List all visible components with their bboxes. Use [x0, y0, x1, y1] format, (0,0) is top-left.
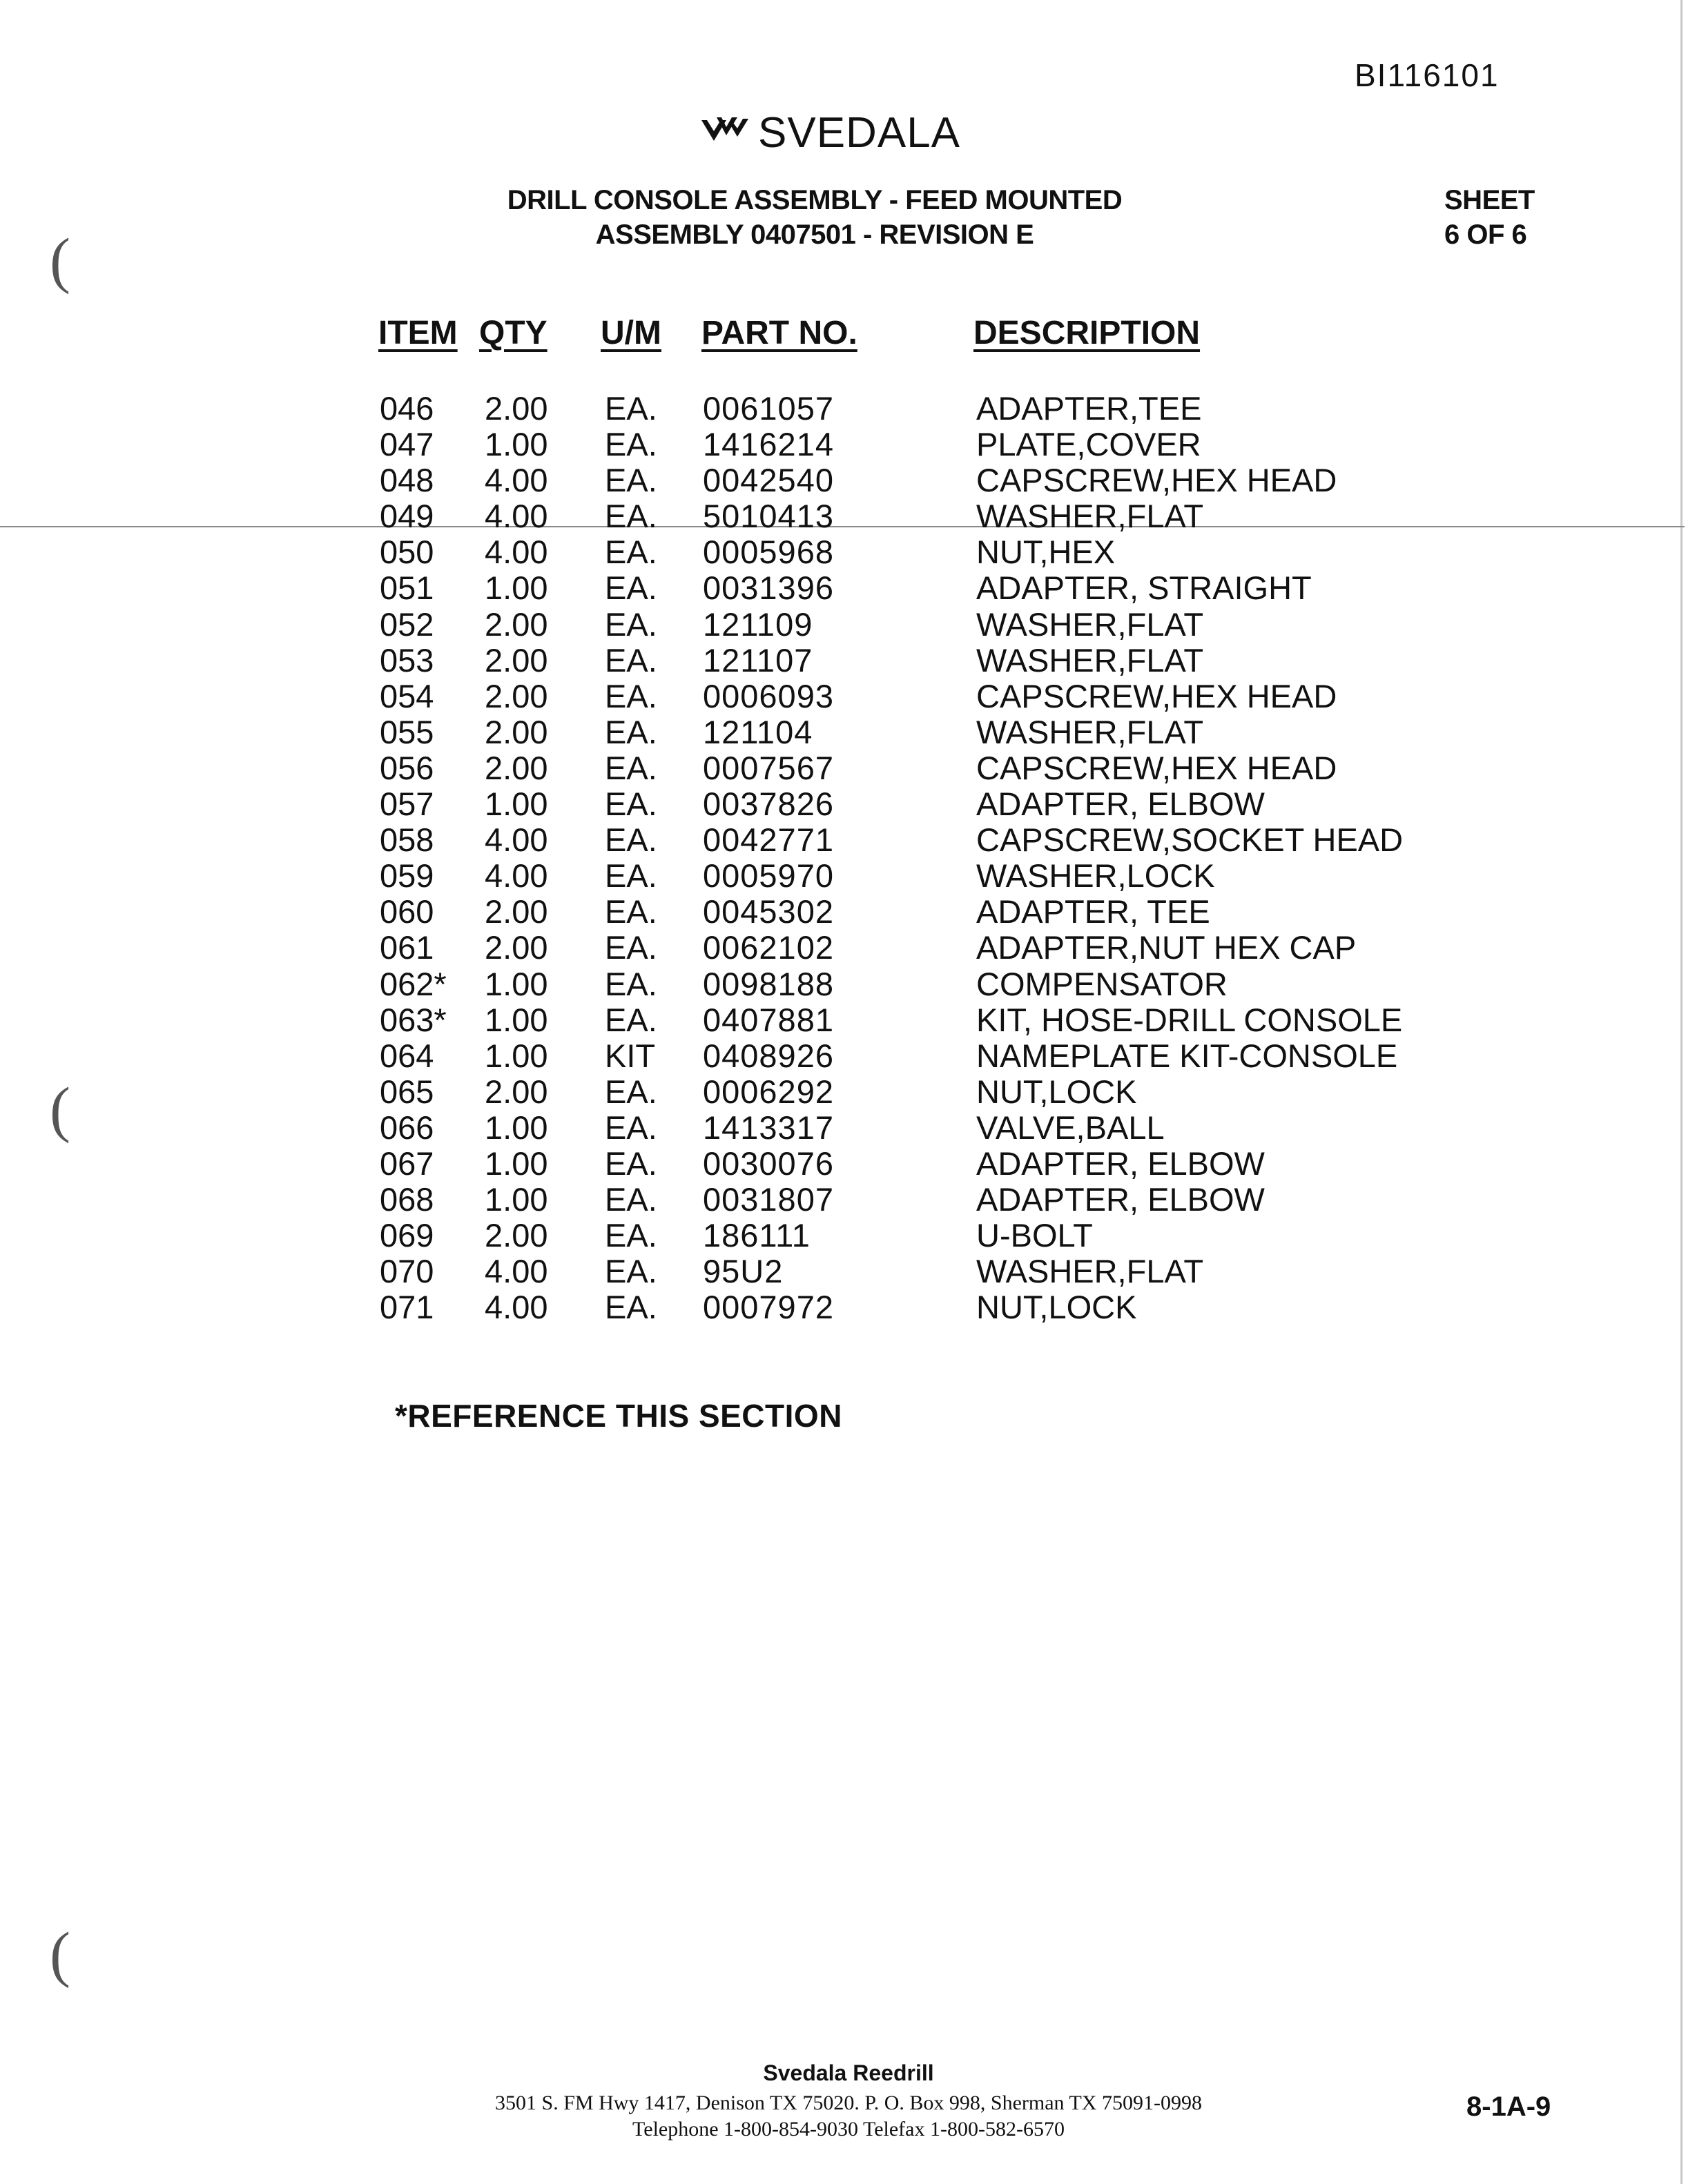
description-cell: ADAPTER, ELBOW: [976, 1144, 1265, 1182]
um-cell: EA.: [605, 462, 657, 499]
part-number-cell: 121104: [703, 713, 813, 750]
qty-cell: 2.00: [485, 893, 548, 930]
item-cell: 058: [380, 821, 434, 859]
part-number-cell: 0007567: [703, 749, 834, 786]
table-row: [0, 679, 1697, 714]
table-row: [0, 1289, 1697, 1325]
item-cell: 059: [380, 857, 434, 895]
description-cell: WASHER,FLAT: [976, 1253, 1204, 1290]
table-row: [0, 534, 1697, 570]
item-cell: 046: [380, 390, 434, 427]
um-cell: EA.: [605, 1073, 657, 1110]
item-cell: 048: [380, 462, 434, 499]
table-row: [0, 1038, 1697, 1074]
qty-cell: 4.00: [485, 462, 548, 499]
um-cell: EA.: [605, 390, 657, 427]
um-cell: EA.: [605, 1109, 657, 1146]
item-cell: 047: [380, 426, 434, 463]
part-number-cell: 186111: [703, 1217, 811, 1254]
qty-cell: 1.00: [485, 569, 548, 607]
qty-cell: 2.00: [485, 713, 548, 750]
um-cell: EA.: [605, 1181, 657, 1218]
header-item: ITEM: [378, 315, 458, 351]
description-cell: NUT,HEX: [976, 534, 1116, 571]
part-number-cell: 1416214: [703, 426, 834, 463]
um-cell: EA.: [605, 534, 657, 571]
item-cell: 054: [380, 677, 434, 714]
reference-note: *REFERENCE THIS SECTION: [395, 1398, 842, 1434]
qty-cell: 4.00: [485, 1253, 548, 1290]
item-cell: 065: [380, 1073, 434, 1110]
table-row: [0, 462, 1697, 498]
qty-cell: 2.00: [485, 749, 548, 786]
item-cell: 071: [380, 1289, 434, 1326]
qty-cell: 1.00: [485, 1181, 548, 1218]
table-row: [0, 822, 1697, 858]
table-row: [0, 1074, 1697, 1110]
qty-cell: 4.00: [485, 498, 548, 535]
item-cell: 068: [380, 1181, 434, 1218]
um-cell: EA.: [605, 929, 657, 966]
um-cell: EA.: [605, 713, 657, 750]
description-cell: VALVE,BALL: [976, 1109, 1165, 1146]
qty-cell: 4.00: [485, 534, 548, 571]
table-row: [0, 570, 1697, 606]
document-subtitle: ASSEMBLY 0407501 - REVISION E: [595, 220, 1034, 250]
table-row: [0, 714, 1697, 750]
description-cell: WASHER,FLAT: [976, 498, 1204, 535]
description-cell: CAPSCREW,HEX HEAD: [976, 677, 1337, 714]
table-row: [0, 1254, 1697, 1289]
table-row: [0, 1110, 1697, 1146]
qty-cell: 1.00: [485, 965, 548, 1002]
table-row: [0, 966, 1697, 1002]
item-cell: 061: [380, 929, 434, 966]
description-cell: WASHER,FLAT: [976, 605, 1204, 643]
description-cell: CAPSCREW,HEX HEAD: [976, 462, 1337, 499]
part-number-cell: 0005970: [703, 857, 834, 895]
um-cell: EA.: [605, 1253, 657, 1290]
description-cell: ADAPTER,TEE: [976, 390, 1202, 427]
qty-cell: 2.00: [485, 929, 548, 966]
logo-text: SVEDALA: [758, 108, 961, 157]
um-cell: EA.: [605, 857, 657, 895]
part-number-cell: 5010413: [703, 498, 834, 535]
table-row: [0, 930, 1697, 966]
qty-cell: 4.00: [485, 857, 548, 895]
table-row: [0, 498, 1697, 534]
sheet-number: 6 OF 6: [1444, 220, 1527, 250]
item-cell: 052: [380, 605, 434, 643]
part-number-cell: 1413317: [703, 1109, 834, 1146]
description-cell: PLATE,COVER: [976, 426, 1201, 463]
description-cell: NUT,LOCK: [976, 1073, 1137, 1110]
qty-cell: 2.00: [485, 1073, 548, 1110]
qty-cell: 1.00: [485, 786, 548, 823]
part-number-cell: 0006093: [703, 677, 834, 714]
description-cell: ADAPTER,NUT HEX CAP: [976, 929, 1357, 966]
item-cell: 064: [380, 1037, 434, 1074]
qty-cell: 2.00: [485, 390, 548, 427]
qty-cell: 2.00: [485, 641, 548, 679]
um-cell: EA.: [605, 677, 657, 714]
um-cell: EA.: [605, 498, 657, 535]
part-number-cell: 0061057: [703, 390, 834, 427]
item-cell: 053: [380, 641, 434, 679]
um-cell: EA.: [605, 605, 657, 643]
table-row: [0, 894, 1697, 930]
binder-hole-mark: (: [50, 1075, 70, 1144]
um-cell: KIT: [605, 1037, 656, 1074]
um-cell: EA.: [605, 965, 657, 1002]
description-cell: ADAPTER, STRAIGHT: [976, 569, 1312, 607]
part-number-cell: 0037826: [703, 786, 834, 823]
qty-cell: 4.00: [485, 1289, 548, 1326]
table-row: [0, 1218, 1697, 1254]
item-cell: 057: [380, 786, 434, 823]
footer-company: Svedala Reedrill: [763, 2060, 934, 2085]
um-cell: EA.: [605, 1289, 657, 1326]
part-number-cell: 0408926: [703, 1037, 834, 1074]
company-logo: [699, 105, 960, 160]
um-cell: EA.: [605, 641, 657, 679]
table-row: [0, 858, 1697, 894]
item-cell: 049: [380, 498, 434, 535]
table-row: [0, 391, 1697, 427]
parts-list: [0, 391, 1697, 1325]
part-number-cell: 95U2: [703, 1253, 784, 1290]
item-cell: 062*: [380, 965, 447, 1002]
um-cell: EA.: [605, 749, 657, 786]
qty-cell: 2.00: [485, 677, 548, 714]
table-row: [0, 1146, 1697, 1182]
qty-cell: 1.00: [485, 1037, 548, 1074]
binder-hole-mark: (: [50, 1920, 70, 1989]
um-cell: EA.: [605, 426, 657, 463]
description-cell: NUT,LOCK: [976, 1289, 1137, 1326]
um-cell: EA.: [605, 893, 657, 930]
um-cell: EA.: [605, 821, 657, 859]
description-cell: ADAPTER, ELBOW: [976, 1181, 1265, 1218]
part-number-cell: 0007972: [703, 1289, 834, 1326]
item-cell: 056: [380, 749, 434, 786]
qty-cell: 1.00: [485, 426, 548, 463]
qty-cell: 4.00: [485, 821, 548, 859]
part-number-cell: 121107: [703, 641, 813, 679]
um-cell: EA.: [605, 786, 657, 823]
um-cell: EA.: [605, 1217, 657, 1254]
description-cell: KIT, HOSE-DRILL CONSOLE: [976, 1001, 1403, 1038]
item-cell: 055: [380, 713, 434, 750]
qty-cell: 1.00: [485, 1109, 548, 1146]
description-cell: ADAPTER, TEE: [976, 893, 1210, 930]
qty-cell: 1.00: [485, 1144, 548, 1182]
header-qty: QTY: [479, 315, 547, 351]
description-cell: WASHER,FLAT: [976, 641, 1204, 679]
binder-hole-mark: (: [50, 226, 70, 295]
description-cell: CAPSCREW,SOCKET HEAD: [976, 821, 1404, 859]
part-number-cell: 0031807: [703, 1181, 834, 1218]
description-cell: NAMEPLATE KIT-CONSOLE: [976, 1037, 1398, 1074]
item-cell: 070: [380, 1253, 434, 1290]
svedala-logo-icon: [699, 113, 754, 152]
um-cell: EA.: [605, 1144, 657, 1182]
part-number-cell: 0005968: [703, 534, 834, 571]
document-title: DRILL CONSOLE ASSEMBLY - FEED MOUNTED: [507, 185, 1123, 215]
part-number-cell: 121109: [703, 605, 813, 643]
header-um: U/M: [601, 315, 661, 351]
item-cell: 051: [380, 569, 434, 607]
description-cell: U-BOLT: [976, 1217, 1093, 1254]
item-cell: 067: [380, 1144, 434, 1182]
header-description: DESCRIPTION: [973, 315, 1201, 351]
part-number-cell: 0030076: [703, 1144, 834, 1182]
description-cell: COMPENSATOR: [976, 965, 1228, 1002]
part-number-cell: 0062102: [703, 929, 834, 966]
part-number-cell: 0042771: [703, 821, 834, 859]
part-number-cell: 0031396: [703, 569, 834, 607]
table-row: [0, 427, 1697, 462]
table-row: [0, 750, 1697, 786]
footer-telephone: Telephone 1-800-854-9030 Telefax 1-800-582-6570: [632, 2118, 1065, 2141]
part-number-cell: 0045302: [703, 893, 834, 930]
um-cell: EA.: [605, 1001, 657, 1038]
item-cell: 069: [380, 1217, 434, 1254]
part-number-cell: 0407881: [703, 1001, 834, 1038]
table-row: [0, 1002, 1697, 1038]
part-number-cell: 0098188: [703, 965, 834, 1002]
um-cell: EA.: [605, 569, 657, 607]
part-number-cell: 0042540: [703, 462, 834, 499]
item-cell: 063*: [380, 1001, 447, 1038]
header-part-no: PART NO.: [701, 315, 857, 351]
description-cell: WASHER,LOCK: [976, 857, 1215, 895]
document-id: BI116101: [1355, 57, 1500, 93]
table-row: [0, 786, 1697, 822]
part-number-cell: 0006292: [703, 1073, 834, 1110]
description-cell: CAPSCREW,HEX HEAD: [976, 749, 1337, 786]
description-cell: ADAPTER, ELBOW: [976, 786, 1265, 823]
item-cell: 060: [380, 893, 434, 930]
description-cell: WASHER,FLAT: [976, 713, 1204, 750]
page-number: 8-1A-9: [1466, 2092, 1551, 2122]
item-cell: 066: [380, 1109, 434, 1146]
qty-cell: 1.00: [485, 1001, 548, 1038]
item-cell: 050: [380, 534, 434, 571]
table-row: [0, 643, 1697, 679]
table-row: [0, 1182, 1697, 1218]
footer-address: 3501 S. FM Hwy 1417, Denison TX 75020. P. O. Box 998, Sherman TX 75091-0998: [495, 2092, 1202, 2114]
qty-cell: 2.00: [485, 1217, 548, 1254]
qty-cell: 2.00: [485, 605, 548, 643]
sheet-label: SHEET: [1444, 185, 1535, 215]
table-row: [0, 607, 1697, 643]
